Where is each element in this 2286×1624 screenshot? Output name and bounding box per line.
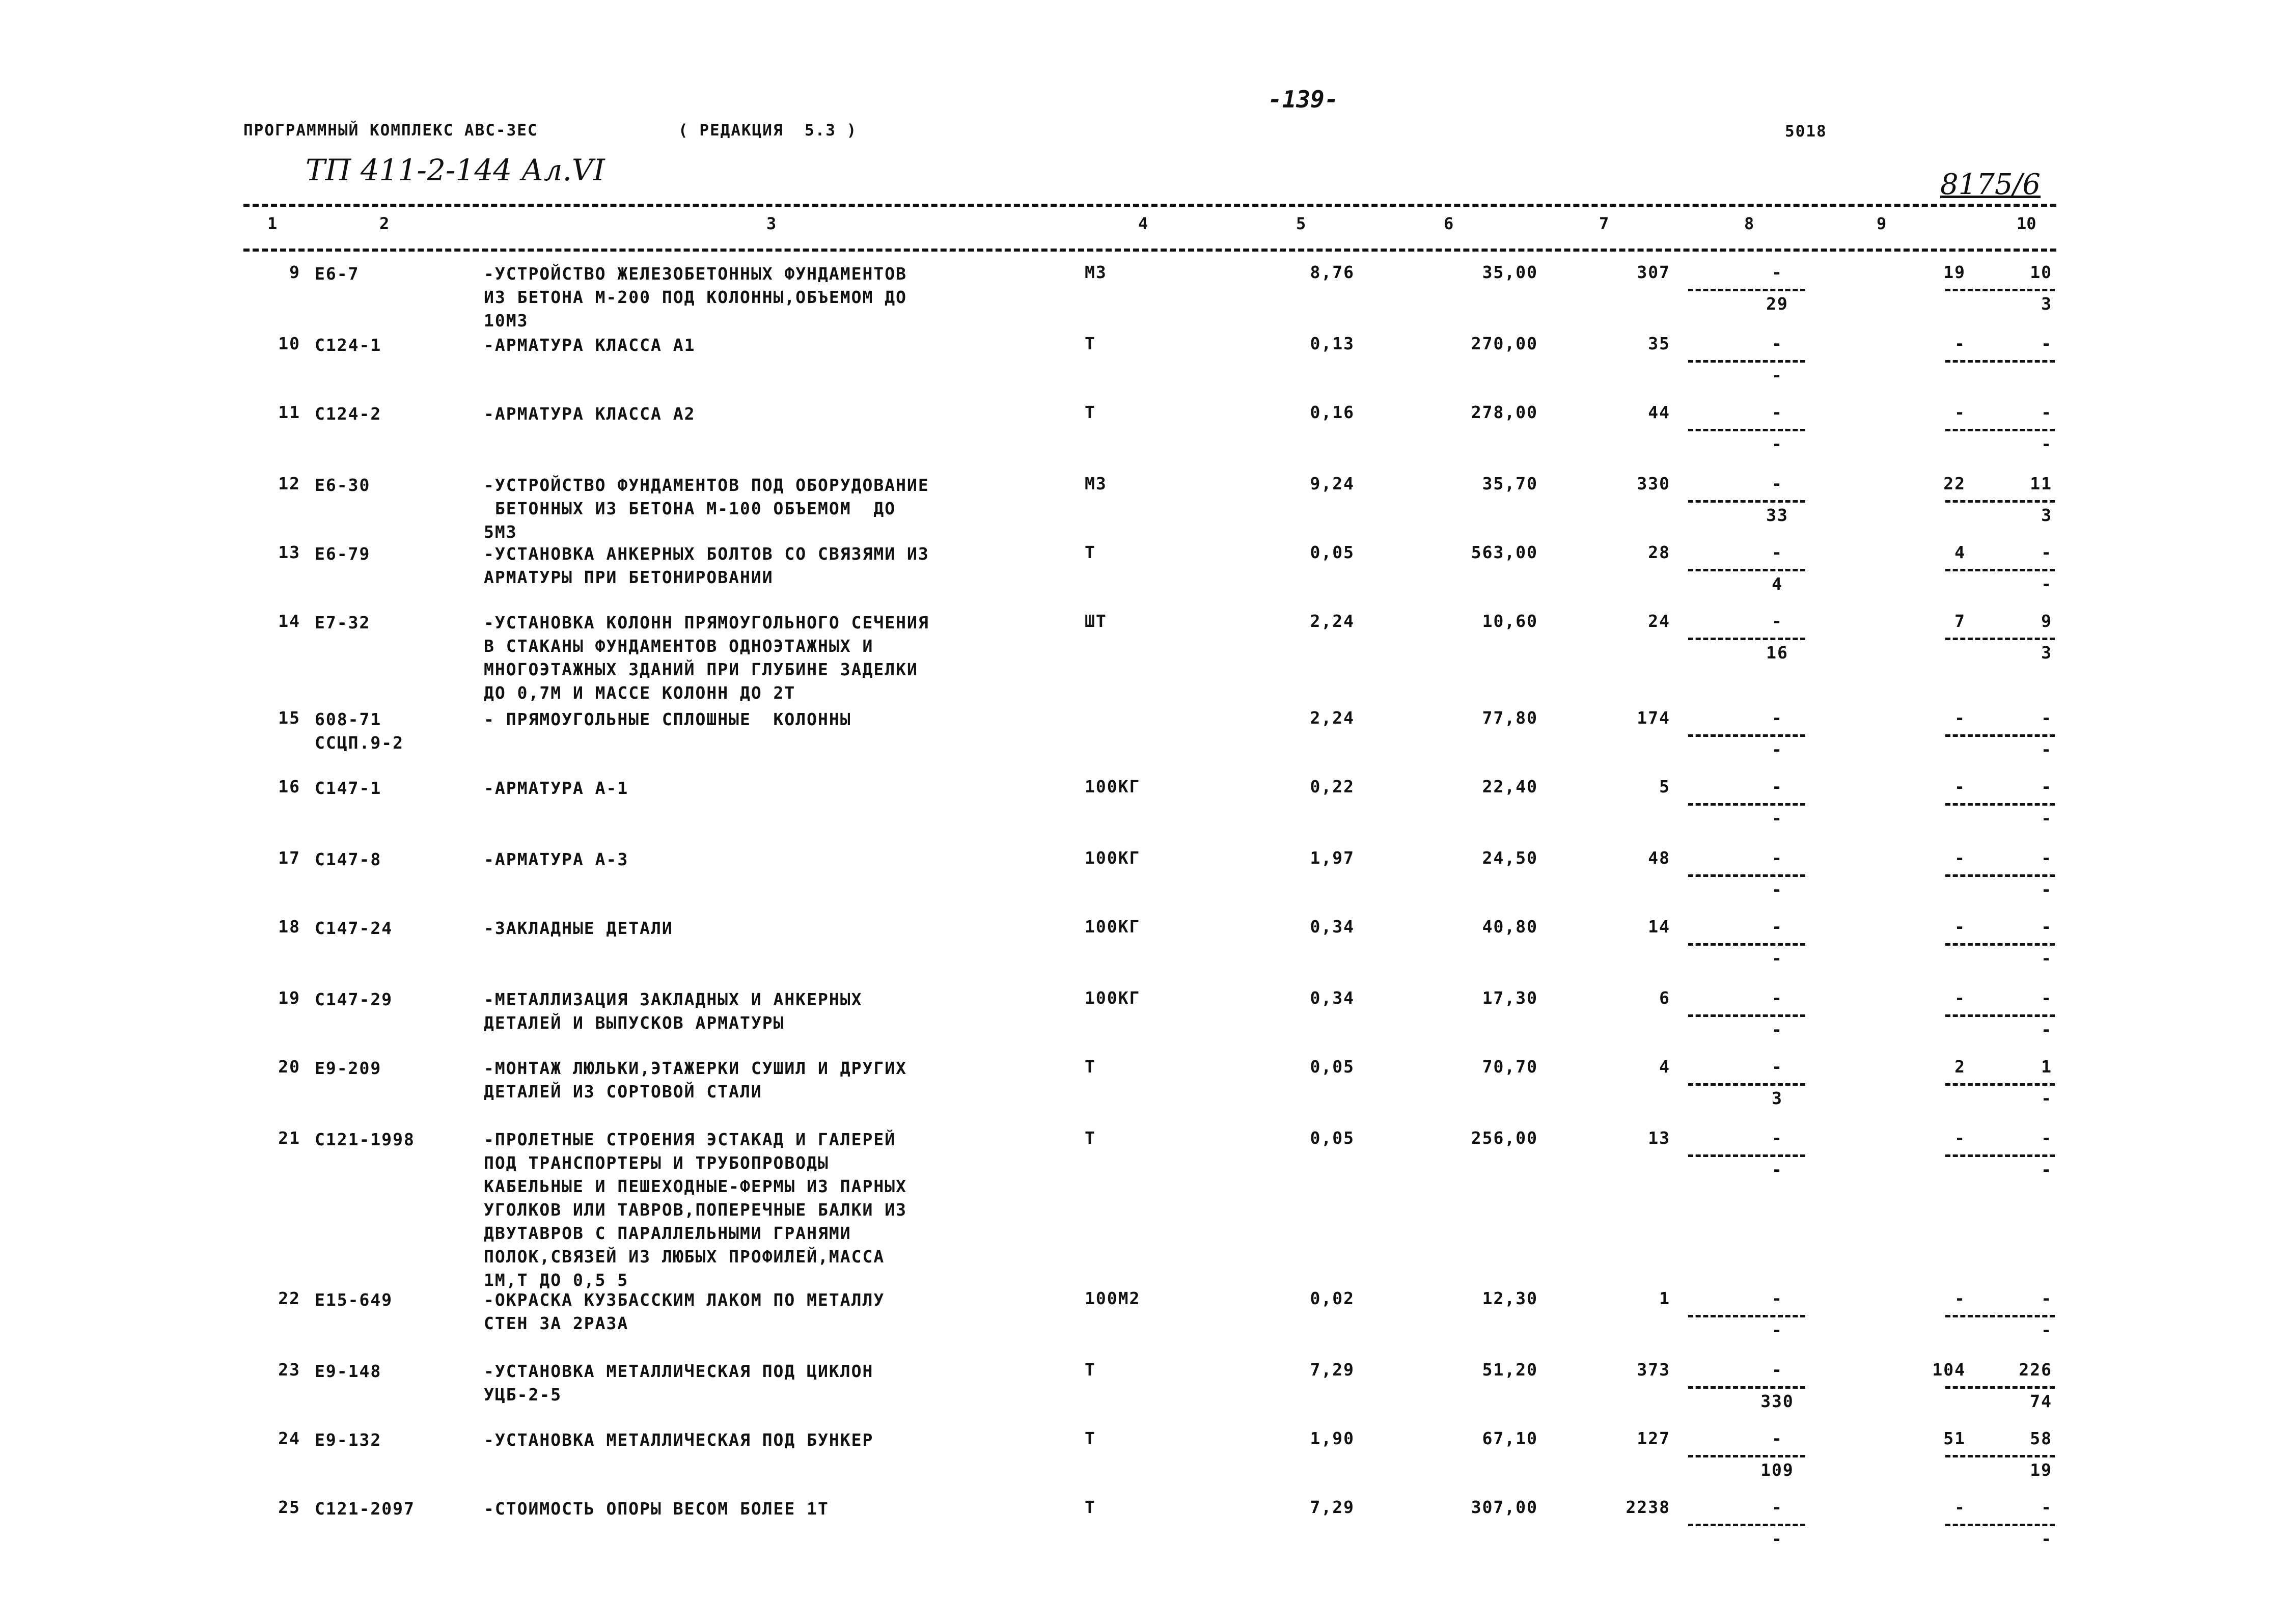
cell-col-10: - (2041, 777, 2052, 796)
cell-col-9: 7 (1954, 611, 1966, 631)
cell-col-10: - (2041, 988, 2052, 1008)
cell-col-8: - (1772, 1428, 1783, 1448)
cell-unit: 100М2 (1085, 1288, 1141, 1308)
cell-col-7: 14 (1648, 917, 1670, 937)
cell-col-8-sub: 330 (1760, 1391, 1794, 1411)
cell-col-10: - (2041, 402, 2052, 422)
cell-col-9: - (1954, 848, 1966, 868)
cell-pricol-e: 10,60 (1482, 611, 1538, 631)
cell-unit: 100КГ (1085, 848, 1141, 868)
cell-pricol-e: 17,30 (1482, 988, 1538, 1008)
cell-descol-: -УСТРОЙСТВО ЖЕЛЕЗОБЕТОННЫХ ФУНДАМЕНТОВ ИЗ БЕТОНА М-200 ПОД КОЛОННЫ,ОБЪЕМОМ ДО 10М3 (484, 264, 907, 331)
cell-col-ode: С121-2097 (315, 1499, 415, 1519)
cell-unit: Т (1085, 1360, 1096, 1380)
cell-col-10: - (2041, 542, 2052, 562)
cell-col-10: - (2041, 917, 2052, 937)
subtotal-rule (1688, 1524, 1805, 1526)
cell-col-9: 19 (1943, 262, 1966, 282)
cell-col-7: 28 (1648, 542, 1670, 562)
cell-col-8: - (1772, 988, 1783, 1008)
cell-unit: ШТ (1085, 611, 1107, 631)
cell-unit: Т (1085, 402, 1096, 422)
cell-col-10: - (2041, 1128, 2052, 1148)
cell-no: 16 (278, 777, 300, 796)
cell-col-ode: С147-29 (315, 989, 393, 1009)
subtotal-rule (1945, 1524, 2055, 1526)
subtotal-rule (1945, 289, 2055, 291)
column-number-3: 3 (766, 214, 777, 233)
cell-no: 13 (278, 542, 300, 562)
program-version: ( РЕДАКЦИЯ 5.3 ) (678, 121, 858, 140)
cell-col-10: 11 (2030, 474, 2052, 493)
cell-qty: 0,05 (1310, 542, 1355, 562)
cell-no: 10 (278, 334, 300, 353)
subtotal-rule (1688, 943, 1805, 946)
cell-col-7: 2238 (1626, 1497, 1670, 1517)
cell-col-8-sub: - (1772, 879, 1783, 899)
cell-col-7: 373 (1637, 1360, 1670, 1380)
cell-col-8-sub: - (1772, 1529, 1783, 1549)
subtotal-rule (1688, 1455, 1805, 1457)
cell-qty: 1,97 (1310, 848, 1355, 868)
cell-descol-: -МЕТАЛЛИЗАЦИЯ ЗАКЛАДНЫХ И АНКЕРНЫХ ДЕТАЛЕЙ И ВЫПУСКОВ АРМАТУРЫ (484, 989, 863, 1033)
cell-col-9: - (1954, 917, 1966, 937)
cell-col-8-sub: 29 (1766, 294, 1788, 314)
cell-col-10: - (2041, 1497, 2052, 1517)
cell-col-ode: Е9-132 (315, 1430, 382, 1450)
cell-col-7: 6 (1659, 988, 1670, 1008)
cell-col-8: - (1772, 334, 1783, 353)
cell-col-8-sub: 16 (1766, 643, 1788, 663)
cell-no: 17 (278, 848, 300, 868)
cell-unit: Т (1085, 334, 1096, 353)
program-title: ПРОГРАММНЫЙ КОМПЛЕКС АВС-ЗЕС (243, 121, 538, 140)
cell-col-8: - (1772, 708, 1783, 728)
subtotal-rule (1945, 1455, 2055, 1457)
cell-col-8-sub: - (1772, 365, 1783, 385)
cell-col-9: 2 (1954, 1057, 1966, 1077)
subtotal-rule (1688, 569, 1805, 571)
subtotal-rule (1688, 360, 1805, 363)
cell-col-8: - (1772, 1360, 1783, 1380)
handwritten-project-code: ТП 411-2-144 Ал.VI (306, 153, 605, 187)
cell-col-10: 9 (2041, 611, 2052, 631)
subtotal-rule (1688, 289, 1805, 291)
cell-col-7: 13 (1648, 1128, 1670, 1148)
subtotal-rule (1688, 803, 1805, 806)
subtotal-rule (1688, 734, 1805, 737)
cell-col-ode: С121-1998 (315, 1130, 415, 1149)
cell-col-8: - (1772, 848, 1783, 868)
cell-descol-: -МОНТАЖ ЛЮЛЬКИ,ЭТАЖЕРКИ СУШИЛ И ДРУГИХ ДЕТАЛЕЙ ИЗ СОРТОВОЙ СТАЛИ (484, 1058, 907, 1102)
cell-descol-: -УСТАНОВКА АНКЕРНЫХ БОЛТОВ СО СВЯЗЯМИ ИЗ АРМАТУРЫ ПРИ БЕТОНИРОВАНИИ (484, 544, 929, 587)
cell-pricol-e: 35,70 (1482, 474, 1538, 493)
cell-col-10: 1 (2041, 1057, 2052, 1077)
cell-col-8: - (1772, 1128, 1783, 1148)
cell-no: 22 (278, 1288, 300, 1308)
cell-col-10-sub: 19 (2030, 1460, 2052, 1480)
cell-col-ode: С124-2 (315, 404, 382, 424)
cell-col-10-sub: - (2041, 948, 2052, 968)
subtotal-rule (1945, 803, 2055, 806)
cell-descol-: -АРМАТУРА А-3 (484, 849, 629, 869)
subtotal-rule (1688, 1315, 1805, 1317)
cell-col-10-sub: - (2041, 1160, 2052, 1179)
subtotal-rule (1945, 1315, 2055, 1317)
subtotal-rule (1945, 1154, 2055, 1157)
cell-unit: 100КГ (1085, 988, 1141, 1008)
cell-descol-: - ПРЯМОУГОЛЬНЫЕ СПЛОШНЫЕ КОЛОННЫ (484, 709, 851, 729)
cell-qty: 0,34 (1310, 917, 1355, 937)
cell-no: 20 (278, 1057, 300, 1077)
cell-col-10-sub: - (2041, 434, 2052, 454)
cell-pricol-e: 256,00 (1471, 1128, 1538, 1148)
cell-col-8-sub: 33 (1766, 505, 1788, 525)
column-number-6: 6 (1444, 214, 1454, 233)
cell-col-9: - (1954, 777, 1966, 796)
cell-col-10-sub: 3 (2041, 294, 2052, 314)
cell-col-9: - (1954, 334, 1966, 353)
cell-col-8-sub: - (1772, 434, 1783, 454)
cell-no: 11 (278, 402, 300, 422)
subtotal-rule (1688, 429, 1805, 431)
cell-col-10-sub: - (2041, 574, 2052, 594)
subtotal-rule (1945, 1083, 2055, 1086)
cell-no: 23 (278, 1360, 300, 1380)
cell-col-ode: С147-8 (315, 849, 382, 869)
cell-col-8: - (1772, 1057, 1783, 1077)
cell-descol-: -СТОИМОСТЬ ОПОРЫ ВЕСОМ БОЛЕЕ 1Т (484, 1499, 829, 1519)
subtotal-rule (1945, 569, 2055, 571)
column-number-2: 2 (379, 214, 390, 233)
cell-col-ode: Е9-148 (315, 1361, 382, 1381)
column-number-8: 8 (1744, 214, 1754, 233)
cell-col-8-sub: - (1772, 1320, 1783, 1340)
column-number-1: 1 (267, 214, 278, 233)
document-number: 5018 (1785, 122, 1827, 141)
cell-qty: 2,24 (1310, 611, 1355, 631)
cell-col-ode: 608-71 ССЦП.9-2 (315, 709, 404, 753)
cell-col-10: - (2041, 848, 2052, 868)
cell-col-ode: Е9-209 (315, 1058, 382, 1078)
cell-no: 18 (278, 917, 300, 937)
cell-qty: 0,05 (1310, 1057, 1355, 1077)
cell-col-8: - (1772, 474, 1783, 493)
subtotal-rule (1945, 943, 2055, 946)
cell-no: 19 (278, 988, 300, 1008)
cell-qty: 8,76 (1310, 262, 1355, 282)
subtotal-rule (1945, 500, 2055, 503)
cell-qty: 9,24 (1310, 474, 1355, 493)
cell-pricol-e: 70,70 (1482, 1057, 1538, 1077)
cell-col-8: - (1772, 1288, 1783, 1308)
cell-col-9: - (1954, 402, 1966, 422)
cell-qty: 0,16 (1310, 402, 1355, 422)
cell-qty: 0,34 (1310, 988, 1355, 1008)
cell-col-7: 24 (1648, 611, 1670, 631)
cell-col-8: - (1772, 262, 1783, 282)
column-number-7: 7 (1599, 214, 1609, 233)
cell-col-9: - (1954, 1128, 1966, 1148)
subtotal-rule (1688, 1014, 1805, 1017)
cell-no: 25 (278, 1497, 300, 1517)
cell-col-10: - (2041, 334, 2052, 353)
cell-col-9: 22 (1943, 474, 1966, 493)
cell-col-10-sub: - (2041, 1020, 2052, 1039)
cell-col-10-sub: 3 (2041, 505, 2052, 525)
cell-col-10: 58 (2030, 1428, 2052, 1448)
subtotal-rule (1688, 1083, 1805, 1086)
cell-qty: 2,24 (1310, 708, 1355, 728)
cell-descol-: -АРМАТУРА КЛАССА А2 (484, 404, 696, 424)
cell-no: 12 (278, 474, 300, 493)
cell-unit: Т (1085, 1057, 1096, 1077)
cell-pricol-e: 22,40 (1482, 777, 1538, 796)
cell-col-ode: С147-1 (315, 778, 382, 798)
subtotal-rule (1945, 360, 2055, 363)
cell-unit: М3 (1085, 474, 1107, 493)
cell-col-9: - (1954, 988, 1966, 1008)
cell-col-9: - (1954, 1497, 1966, 1517)
cell-descol-: -УСТАНОВКА МЕТАЛЛИЧЕСКАЯ ПОД ЦИКЛОН УЦБ-2-5 (484, 1361, 874, 1405)
cell-qty: 7,29 (1310, 1360, 1355, 1380)
cell-col-8-sub: - (1772, 1160, 1783, 1179)
cell-col-7: 44 (1648, 402, 1670, 422)
cell-col-10-sub: - (2041, 739, 2052, 759)
top-rule (243, 204, 2056, 207)
cell-qty: 7,29 (1310, 1497, 1355, 1517)
cell-pricol-e: 77,80 (1482, 708, 1538, 728)
cell-col-10-sub: 3 (2041, 643, 2052, 663)
cell-col-8: - (1772, 1497, 1783, 1517)
cell-col-8: - (1772, 917, 1783, 937)
subtotal-rule (1688, 1386, 1805, 1389)
cell-col-10: - (2041, 708, 2052, 728)
subtotal-rule (1945, 638, 2055, 640)
cell-pricol-e: 270,00 (1471, 334, 1538, 353)
cell-pricol-e: 24,50 (1482, 848, 1538, 868)
subtotal-rule (1945, 429, 2055, 431)
cell-qty: 0,22 (1310, 777, 1355, 796)
cell-col-7: 127 (1637, 1428, 1670, 1448)
cell-col-8-sub: - (1772, 1020, 1783, 1039)
cell-col-8-sub: - (1772, 808, 1783, 828)
cell-col-8: - (1772, 611, 1783, 631)
cell-descol-: -ПРОЛЕТНЫЕ СТРОЕНИЯ ЭСТАКАД И ГАЛЕРЕЙ ПОД ТРАНСПОРТЕРЫ И ТРУБОПРОВОДЫ КАБЕЛЬНЫЕ И ПЕШЕХОДНЫЕ-ФЕРМЫ ИЗ ПАРНЫХ УГОЛКОВ ИЛИ ТАВРОВ,ПОПЕРЕЧНЫЕ БАЛКИ ИЗ ДВУТАВРОВ С ПАРАЛЛЕЛЬНЫМИ ГРАНЯМИ ПОЛОК,СВЯЗЕЙ ИЗ ЛЮБЫХ ПРОФИЛЕЙ,МАССА 1М,Т ДО 0,5 5 (484, 1130, 907, 1290)
cell-pricol-e: 307,00 (1471, 1497, 1538, 1517)
cell-no: 24 (278, 1428, 300, 1448)
cell-qty: 1,90 (1310, 1428, 1355, 1448)
cell-col-8-sub: - (1772, 739, 1783, 759)
cell-col-7: 330 (1637, 474, 1670, 493)
cell-col-8-sub: - (1772, 948, 1783, 968)
cell-no: 21 (278, 1128, 300, 1148)
header-bottom-rule (243, 249, 2056, 252)
cell-descol-: -АРМАТУРА КЛАССА А1 (484, 335, 696, 355)
cell-col-8: - (1772, 542, 1783, 562)
cell-descol-: -ЗАКЛАДНЫЕ ДЕТАЛИ (484, 918, 673, 938)
cell-col-8: - (1772, 402, 1783, 422)
cell-pricol-e: 51,20 (1482, 1360, 1538, 1380)
cell-col-7: 5 (1659, 777, 1670, 796)
cell-col-ode: Е6-79 (315, 544, 371, 564)
subtotal-rule (1945, 1014, 2055, 1017)
cell-descol-: -ОКРАСКА КУЗБАССКИМ ЛАКОМ ПО МЕТАЛЛУ СТЕН ЗА 2РАЗА (484, 1290, 885, 1333)
cell-col-7: 1 (1659, 1288, 1670, 1308)
cell-col-ode: Е15-649 (315, 1290, 393, 1310)
cell-unit: Т (1085, 1497, 1096, 1517)
cell-unit: Т (1085, 1428, 1096, 1448)
cell-descol-: -УСТАНОВКА КОЛОНН ПРЯМОУГОЛЬНОГО СЕЧЕНИЯ В СТАКАНЫ ФУНДАМЕНТОВ ОДНОЭТАЖНЫХ И МНОГОЭТАЖНЫХ ЗДАНИЙ ПРИ ГЛУБИНЕ ЗАДЕЛКИ ДО 0,7М И МАССЕ КОЛОНН ДО 2Т (484, 613, 929, 703)
cell-col-ode: Е6-7 (315, 264, 360, 284)
subtotal-rule (1945, 734, 2055, 737)
cell-descol-: -УСТАНОВКА МЕТАЛЛИЧЕСКАЯ ПОД БУНКЕР (484, 1430, 874, 1450)
cell-unit: М3 (1085, 262, 1107, 282)
cell-unit: Т (1085, 1128, 1096, 1148)
subtotal-rule (1688, 1154, 1805, 1157)
cell-col-ode: Е6-30 (315, 475, 371, 495)
cell-col-10-sub: - (2041, 808, 2052, 828)
cell-qty: 0,05 (1310, 1128, 1355, 1148)
cell-col-8-sub: 109 (1760, 1460, 1794, 1480)
subtotal-rule (1688, 874, 1805, 877)
cell-col-9: 51 (1943, 1428, 1966, 1448)
handwritten-reference: 8175/6 (1940, 168, 2041, 201)
column-number-9: 9 (1877, 214, 1887, 233)
cell-pricol-e: 12,30 (1482, 1288, 1538, 1308)
cell-unit: 100КГ (1085, 917, 1141, 937)
cell-col-9: - (1954, 1288, 1966, 1308)
cell-unit: 100КГ (1085, 777, 1141, 796)
cell-col-8-sub: 4 (1772, 574, 1783, 594)
column-number-10: 10 (2017, 214, 2036, 233)
cell-qty: 0,13 (1310, 334, 1355, 353)
cell-col-10-sub: - (2041, 1529, 2052, 1549)
cell-col-ode: С147-24 (315, 918, 393, 938)
cell-descol-: -АРМАТУРА А-1 (484, 778, 629, 798)
cell-pricol-e: 278,00 (1471, 402, 1538, 422)
cell-pricol-e: 35,00 (1482, 262, 1538, 282)
cell-col-8: - (1772, 777, 1783, 796)
subtotal-rule (1945, 874, 2055, 877)
cell-col-7: 307 (1637, 262, 1670, 282)
subtotal-rule (1688, 500, 1805, 503)
cell-col-7: 174 (1637, 708, 1670, 728)
cell-no: 14 (278, 611, 300, 631)
cell-col-ode: Е7-32 (315, 613, 371, 632)
cell-col-9: 104 (1932, 1360, 1966, 1380)
cell-no: 15 (278, 708, 300, 728)
cell-col-10-sub: 74 (2030, 1391, 2052, 1411)
cell-col-10-sub: - (2041, 879, 2052, 899)
cell-col-10-sub: - (2041, 1320, 2052, 1340)
cell-pricol-e: 563,00 (1471, 542, 1538, 562)
cell-col-7: 4 (1659, 1057, 1670, 1077)
cell-col-8-sub: 3 (1772, 1088, 1783, 1108)
column-number-5: 5 (1296, 214, 1306, 233)
cell-col-10-sub: - (2041, 1088, 2052, 1108)
subtotal-rule (1945, 1386, 2055, 1389)
cell-col-9: - (1954, 708, 1966, 728)
subtotal-rule (1688, 638, 1805, 640)
cell-unit: Т (1085, 542, 1096, 562)
cell-qty: 0,02 (1310, 1288, 1355, 1308)
cell-col-9: 4 (1954, 542, 1966, 562)
cell-col-10: 226 (2019, 1360, 2052, 1380)
column-number-4: 4 (1138, 214, 1148, 233)
cell-no: 9 (289, 262, 300, 282)
cell-col-10: 10 (2030, 262, 2052, 282)
cell-pricol-e: 67,10 (1482, 1428, 1538, 1448)
cell-descol-: -УСТРОЙСТВО ФУНДАМЕНТОВ ПОД ОБОРУДОВАНИЕ БЕТОННЫХ ИЗ БЕТОНА М-100 ОБЪЕМОМ ДО 5М3 (484, 475, 929, 542)
cell-col-10: - (2041, 1288, 2052, 1308)
cell-col-ode: С124-1 (315, 335, 382, 355)
page-number: -139- (1268, 86, 1339, 113)
cell-col-7: 35 (1648, 334, 1670, 353)
cell-col-7: 48 (1648, 848, 1670, 868)
cell-pricol-e: 40,80 (1482, 917, 1538, 937)
